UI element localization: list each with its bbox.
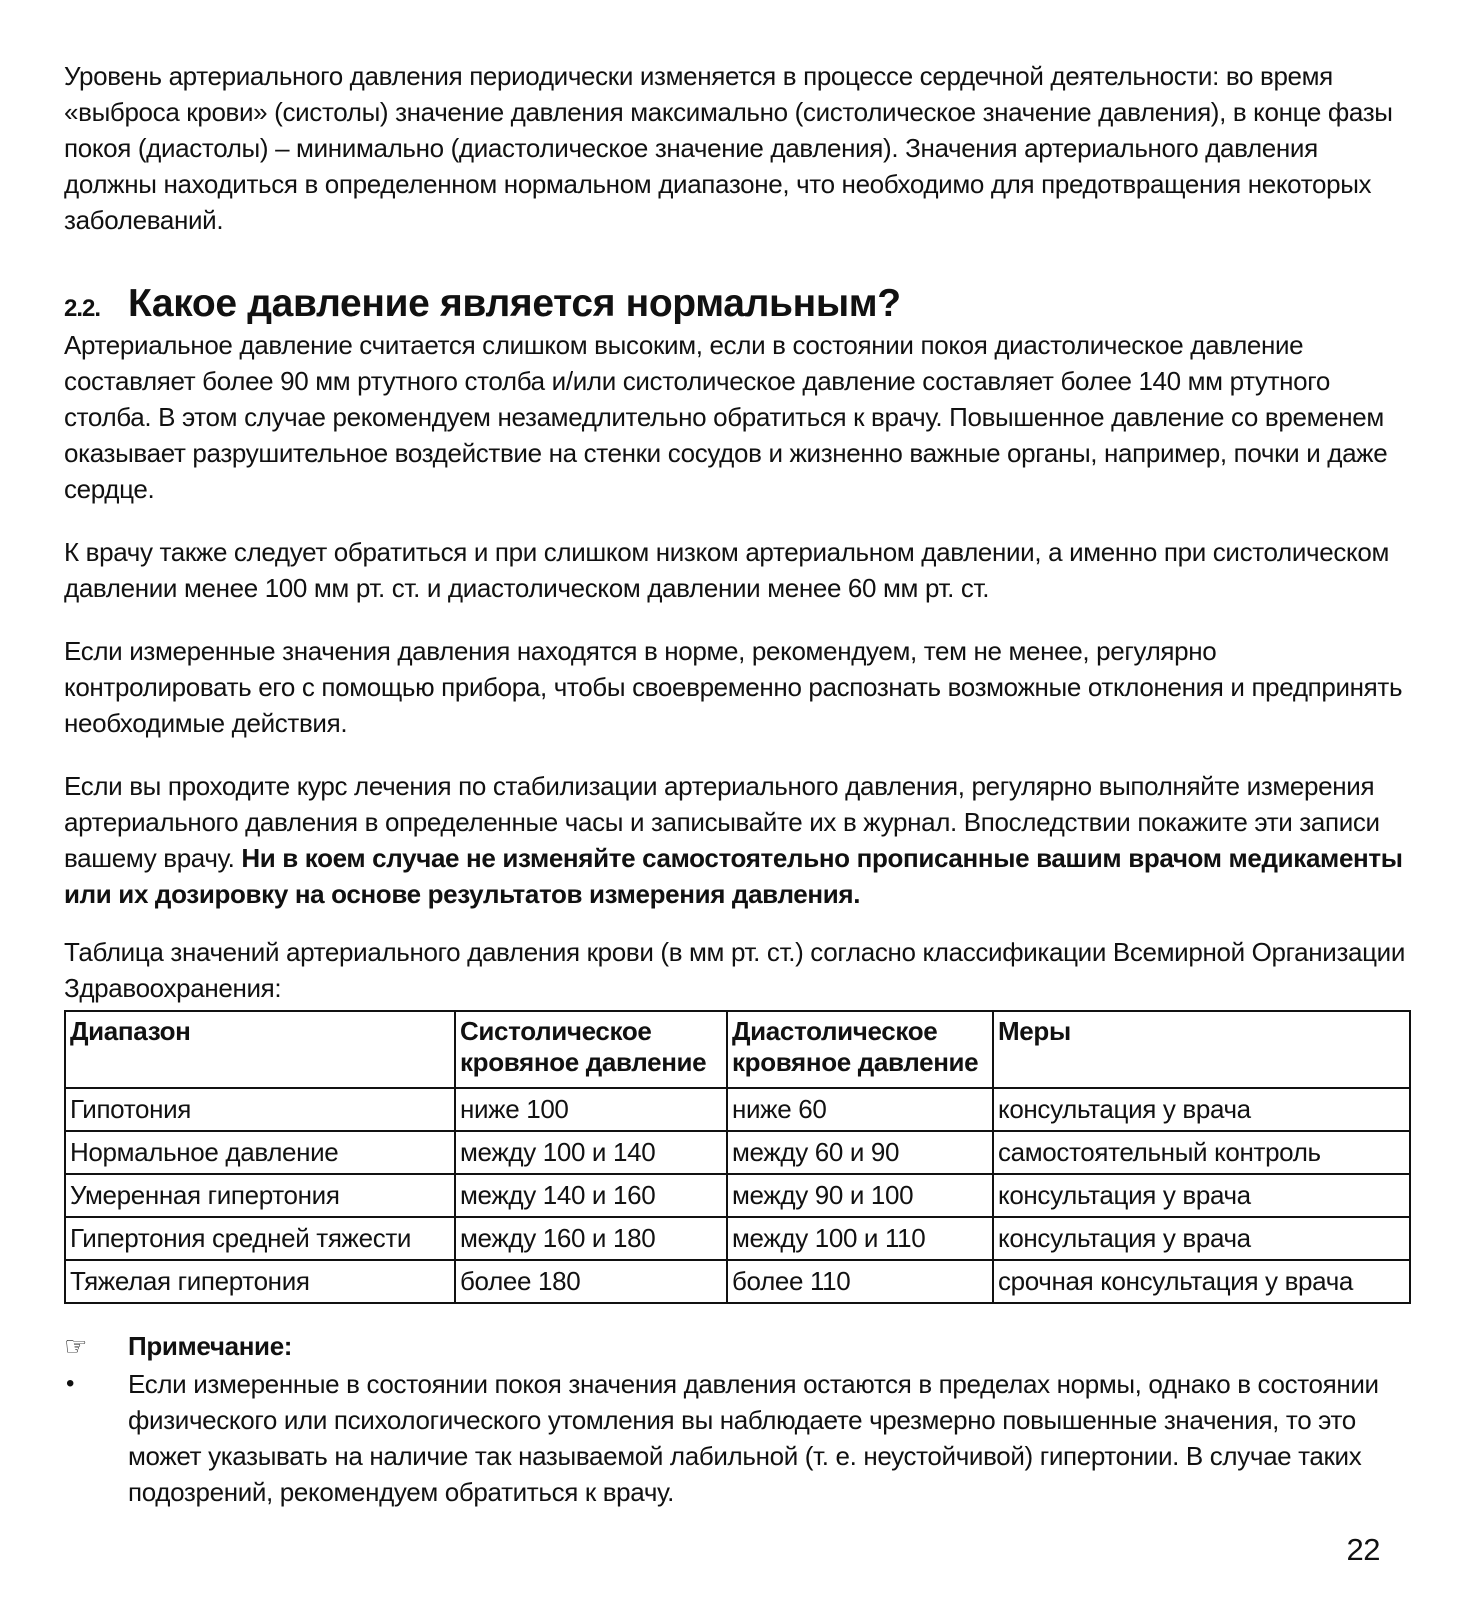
- table-cell: более 180: [455, 1260, 727, 1303]
- note-title: Примечание:: [128, 1331, 293, 1361]
- paragraph-low-pressure: К врачу также следует обратиться и при слишком низком артериальном давлении, а именно при систолическом давлении менее 100 мм рт. ст. и диастолическом давлении менее 60 мм рт. ст.: [64, 537, 1389, 603]
- intro-paragraph: Уровень артериального давления периодически изменяется в процессе сердечной деятельности: во время «выброса крови» (систолы) значение давления максимально (систолическое значение давления), в конце фазы покоя (диастолы) – минимально (диастолическое значение давления). Значения артериального давления должны находиться в определенном нормальном диапазоне, что необходимо для предотвращения некоторых заболеваний.: [64, 61, 1393, 235]
- paragraph-monitoring: Если измеренные значения давления находятся в норме, рекомендуем, тем не менее, регулярно контролировать его с помощью прибора, чтобы своевременно распознать возможные отклонения и предпринять необходимые действия.: [64, 636, 1403, 738]
- table-cell: самостоятельный контроль: [993, 1131, 1410, 1174]
- table-cell: Тяжелая гипертония: [65, 1260, 455, 1303]
- bullet-icon: •: [66, 1370, 75, 1397]
- table-row: [65, 1217, 1410, 1260]
- table-cell: между 100 и 110: [727, 1217, 993, 1260]
- paragraph-high-pressure: Артериальное давление считается слишком высоким, если в состоянии покоя диастолическое давление составляет более 90 мм ртутного столба и/или систолическое давление составляет более 140 мм ртутного столба. В этом случае рекомендуем незамедлительно обратиться к врачу. Повышенное давление со временем оказывает разрушительное воздействие на стенки сосудов и жизненно важные органы, например, почки и даже сердце.: [64, 330, 1388, 504]
- table-cell: между 160 и 180: [455, 1217, 727, 1260]
- table-cell: консультация у врача: [993, 1217, 1410, 1260]
- table-caption: Таблица значений артериального давления крови (в мм рт. ст.) согласно классификации Всемирной Организации Здравоохранения:: [64, 937, 1406, 1003]
- table-cell: более 110: [727, 1260, 993, 1303]
- table-row: [65, 1131, 1410, 1174]
- table-cell: Умеренная гипертония: [65, 1174, 455, 1217]
- page-number: 22: [1346, 1532, 1380, 1567]
- table-cell: между 90 и 100: [727, 1174, 993, 1217]
- medication-warning: Ни в коем случае не изменяйте самостоятельно прописанные вашим врачом медикаменты или их дозировку на основе результатов измерения давления.: [64, 843, 1403, 909]
- section-title: Какое давление является нормальным?: [128, 282, 901, 325]
- table-cell: консультация у врача: [993, 1088, 1410, 1131]
- table-cell: между 60 и 90: [727, 1131, 993, 1174]
- note-bullet-item: [64, 1366, 1409, 1510]
- pointing-hand-icon: ☞: [64, 1331, 87, 1361]
- table-cell: консультация у врача: [993, 1174, 1410, 1217]
- table-cell: Нормальное давление: [65, 1131, 455, 1174]
- table-row: [65, 1174, 1410, 1217]
- section-number: 2.2.: [64, 295, 101, 322]
- manual-page: [64, 58, 1409, 1510]
- table-header-row: [65, 1011, 1410, 1088]
- table-cell: между 100 и 140: [455, 1131, 727, 1174]
- note-heading: [64, 1328, 1409, 1364]
- table-row: [65, 1088, 1410, 1131]
- table-cell: между 140 и 160: [455, 1174, 727, 1217]
- paragraph-treatment: [64, 768, 1409, 912]
- note-bullet-text: Если измеренные в состоянии покоя значения давления остаются в пределах нормы, однако в состоянии физического или психологического утомления вы наблюдаете чрезмерно повышенные значения, то это может указывать на наличие так называемой лабильной (т. е. неустойчивой) гипертонии. В случае таких подозрений, рекомендуем обратиться к врачу.: [128, 1369, 1379, 1507]
- table-cell: Гипотония: [65, 1088, 455, 1131]
- table-cell: срочная консультация у врача: [993, 1260, 1410, 1303]
- header-systolic: Систолическое кровяное давление: [455, 1011, 727, 1088]
- treatment-text: Если вы проходите курс лечения по стабилизации артериального давления, регулярно выполняйте измерения артериального давления в определенные часы и записывайте их в журнал. Впоследствии покажите эти записи вашему врачу.: [64, 771, 1380, 873]
- section-heading: [64, 282, 1409, 327]
- header-range: Диапазон: [65, 1011, 455, 1088]
- table-cell: ниже 60: [727, 1088, 993, 1131]
- table-cell: ниже 100: [455, 1088, 727, 1131]
- header-measures: Меры: [993, 1011, 1410, 1088]
- table-row: [65, 1260, 1410, 1303]
- blood-pressure-table: [64, 1010, 1411, 1304]
- header-diastolic: Диастолическое кровяное давление: [727, 1011, 993, 1088]
- table-cell: Гипертония средней тяжести: [65, 1217, 455, 1260]
